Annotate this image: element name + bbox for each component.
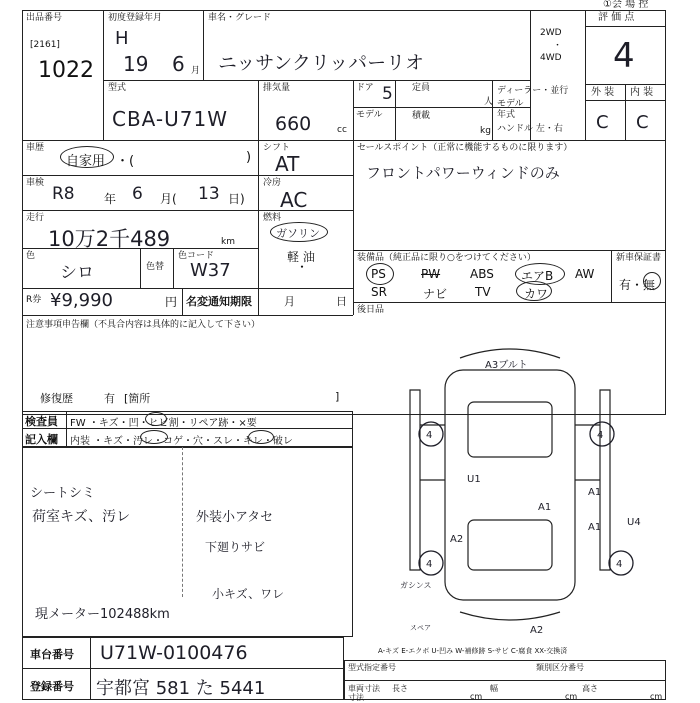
- equip-pw: PW: [421, 267, 441, 281]
- car-name-label: 車名・グレード: [208, 13, 272, 23]
- model-label: 型式: [108, 83, 127, 93]
- history-value: 自家用: [66, 154, 106, 169]
- equip-abs: ABS: [470, 267, 494, 281]
- remark-3: 外装小アタセ: [196, 510, 274, 525]
- equip-ps-circle: [366, 263, 394, 285]
- int-value: C: [636, 112, 649, 133]
- dims-cm-2: cm: [565, 692, 578, 701]
- remark-5: 小キズ、ワレ: [212, 587, 285, 601]
- inspector-text: FW ・キズ・凹・ヒビ割・リペア跡・×要: [70, 418, 257, 429]
- equip-ps: PS: [371, 267, 386, 281]
- lot-number: 1022: [38, 58, 94, 83]
- drive-4wd: 4WD: [540, 53, 562, 63]
- mark-a1-right: A1: [588, 487, 602, 498]
- equip-aw: AW: [575, 267, 595, 281]
- remark-4: 下廻りサビ: [205, 540, 266, 554]
- mark-u1: U1: [467, 474, 481, 485]
- mileage-unit: km: [221, 237, 235, 247]
- dent-circle: [145, 412, 167, 426]
- lot-label: 出品番号: [26, 13, 63, 23]
- dealer-label: ディーラー・並行: [497, 86, 569, 96]
- selling-point-value: フロントパワーウィンドのみ: [366, 164, 560, 182]
- designation-label-2: 類別区分番号: [536, 663, 584, 672]
- first-reg-label: 初度登録年月: [108, 13, 163, 23]
- recycle-value: ¥9,990: [50, 290, 113, 311]
- recycle-unit: 円: [165, 295, 178, 309]
- warranty-value: 有・無: [619, 278, 656, 292]
- recycle-label: R券: [26, 295, 42, 305]
- mark-wheel-fl: 4: [426, 430, 433, 441]
- equip-navi: ナビ: [423, 287, 448, 301]
- rear-window: [468, 520, 552, 570]
- plate-value: 宇都宮 581 た 5441: [96, 678, 266, 699]
- first-reg-month-unit: 月: [191, 66, 201, 76]
- equipment-label: 装備品（純正品に限り○をつけてください）: [357, 253, 536, 263]
- mark-gauge: ガシンス: [400, 581, 432, 590]
- mileage-label: 走行: [26, 213, 45, 223]
- ext-value: C: [596, 112, 609, 133]
- dims-label-2: 寸法: [348, 693, 364, 702]
- selling-point-label: セールスポイント（正常に機能するものに限ります）: [357, 143, 573, 153]
- equip-leather: カワ: [524, 287, 549, 301]
- capacity-unit: 人: [484, 97, 494, 107]
- inspection-year-unit: 年: [104, 192, 117, 206]
- mark-u4: U4: [627, 517, 641, 528]
- repair-value: 有: [104, 392, 115, 405]
- rear-bumper: [460, 612, 560, 620]
- ext-label: 外 装: [591, 87, 615, 98]
- mark-a1-center: A1: [538, 502, 552, 513]
- scuff-circle: [248, 430, 274, 444]
- left-side-view: [410, 390, 420, 570]
- model-year-label-2a: モデル: [497, 99, 524, 109]
- equip-leather-circle: [516, 281, 552, 301]
- color-code-label: 色コード: [178, 251, 215, 261]
- color-code-value: W37: [190, 260, 231, 281]
- drive-dot: ・: [553, 41, 563, 51]
- mark-a1-mid: A1: [588, 522, 602, 533]
- equip-sr: SR: [371, 285, 387, 299]
- remark-1: シートシミ: [30, 486, 96, 501]
- mark-a2-bottom: A2: [530, 625, 544, 636]
- entry-label: 記入欄: [25, 433, 58, 446]
- car-diagram: [360, 330, 670, 640]
- dims-label: 車両寸法: [348, 684, 380, 693]
- dims-cm-3: cm: [650, 692, 663, 701]
- inspection-month: 6: [132, 184, 143, 204]
- shift-value: AT: [275, 152, 300, 176]
- designation-label: 型式指定番号: [348, 663, 396, 672]
- first-reg-year: 19: [123, 52, 149, 76]
- displacement-value: 660: [275, 113, 312, 135]
- int-label: 内 装: [630, 87, 654, 98]
- stain-circle: [140, 430, 168, 444]
- mark-wheel-rl: 4: [426, 559, 433, 570]
- warranty-circle: [643, 272, 661, 290]
- chassis-label: 車台番号: [30, 648, 74, 661]
- repair-label: 修復歴: [40, 392, 73, 405]
- inspection-day: 13: [198, 184, 220, 204]
- doors-label: ドア: [356, 83, 374, 93]
- equip-tv: TV: [475, 285, 491, 299]
- mileage-value: 10万2千489: [48, 227, 171, 251]
- displacement-label: 排気量: [263, 83, 291, 93]
- color-label: 色: [26, 251, 36, 261]
- mark-a2-left: A2: [450, 534, 464, 545]
- header-right: ①会 場 控: [603, 0, 649, 10]
- history-rest: ・(: [116, 154, 135, 169]
- repair-close: ]: [335, 390, 340, 403]
- car-top-outline: [445, 370, 575, 600]
- inspection-day-unit: 日): [228, 192, 245, 206]
- windshield: [468, 402, 552, 457]
- legend: A-キズ E-エクボ U-凹み W-補修跡 S-サビ C-腐食 XX-交換済: [378, 647, 568, 655]
- aircon-label: 冷房: [263, 178, 282, 188]
- lot-sub: [2161]: [30, 40, 60, 50]
- displacement-unit: cc: [337, 125, 347, 135]
- handle-label: ハンドル 左・右: [497, 124, 563, 134]
- fuel-label: 燃料: [263, 213, 282, 223]
- shift-label: シフト: [263, 143, 291, 153]
- dims-height: 高さ: [582, 684, 598, 693]
- later-docs-label: 後日品: [357, 305, 385, 315]
- doors-value: 5: [382, 84, 393, 104]
- notes-label: 注意事項申告欄（不具合内容は具体的に記入して下さい）: [26, 320, 261, 330]
- cargo-label: 積載: [412, 111, 431, 121]
- history-close: ): [246, 150, 252, 165]
- notice-label: 名変通知期限: [186, 295, 252, 308]
- color-change-label: 色替: [146, 262, 165, 272]
- inspection-label: 車検: [26, 178, 45, 188]
- history-label: 車歴: [26, 143, 45, 153]
- front-bumper: [460, 349, 560, 358]
- entry-text: 内装 ・キズ・汚レ・コゲ・穴・スレ・キレ・破レ: [70, 436, 293, 447]
- inspection-era: R8: [52, 184, 75, 204]
- fuel-dot: ・: [296, 260, 309, 274]
- dims-length: 長さ: [392, 684, 408, 693]
- warranty-label: 新車保証書: [616, 253, 662, 263]
- mark-top: A3ブルト: [485, 360, 528, 371]
- car-name-value: ニッサンクリッパーリオ: [218, 52, 424, 74]
- dims-width: 幅: [490, 684, 498, 693]
- dims-cm-1: cm: [470, 692, 483, 701]
- aircon-value: AC: [280, 188, 308, 212]
- mark-wheel-rr: 4: [616, 559, 623, 570]
- notice-day: 日: [336, 295, 347, 308]
- drive-2wd: 2WD: [540, 28, 562, 38]
- grade-value: 4: [613, 36, 635, 76]
- remark-2: 荷室キズ、汚レ: [32, 509, 131, 525]
- first-reg-month: 6: [172, 52, 185, 76]
- chassis-value: U71W-0100476: [100, 642, 248, 664]
- fuel-value: ガソリン: [276, 227, 320, 240]
- notice-month: 月: [284, 295, 295, 308]
- model-year-label-2: 年式: [497, 110, 516, 120]
- first-reg-era: H: [115, 28, 129, 49]
- model-year-label-1: モデル: [356, 110, 383, 120]
- color-value: シロ: [60, 263, 94, 283]
- mark-spare: スペア: [410, 624, 431, 632]
- right-side-view: [600, 390, 610, 570]
- remark-6: 現メーター102488km: [35, 607, 170, 622]
- repair-bracket: [箇所: [124, 392, 151, 405]
- mark-wheel-fr: 4: [597, 430, 604, 441]
- plate-label: 登録番号: [30, 680, 74, 693]
- grade-label: 評 価 点: [598, 12, 635, 23]
- model-value: CBA-U71W: [112, 107, 229, 131]
- equip-airbag: エアB: [521, 269, 554, 283]
- cargo-unit: kg: [480, 126, 491, 136]
- inspection-month-unit: 月(: [160, 192, 177, 206]
- inspector-label: 検査員: [25, 415, 58, 428]
- capacity-label: 定員: [412, 83, 431, 93]
- fuel-alt: 軽 油: [287, 250, 315, 264]
